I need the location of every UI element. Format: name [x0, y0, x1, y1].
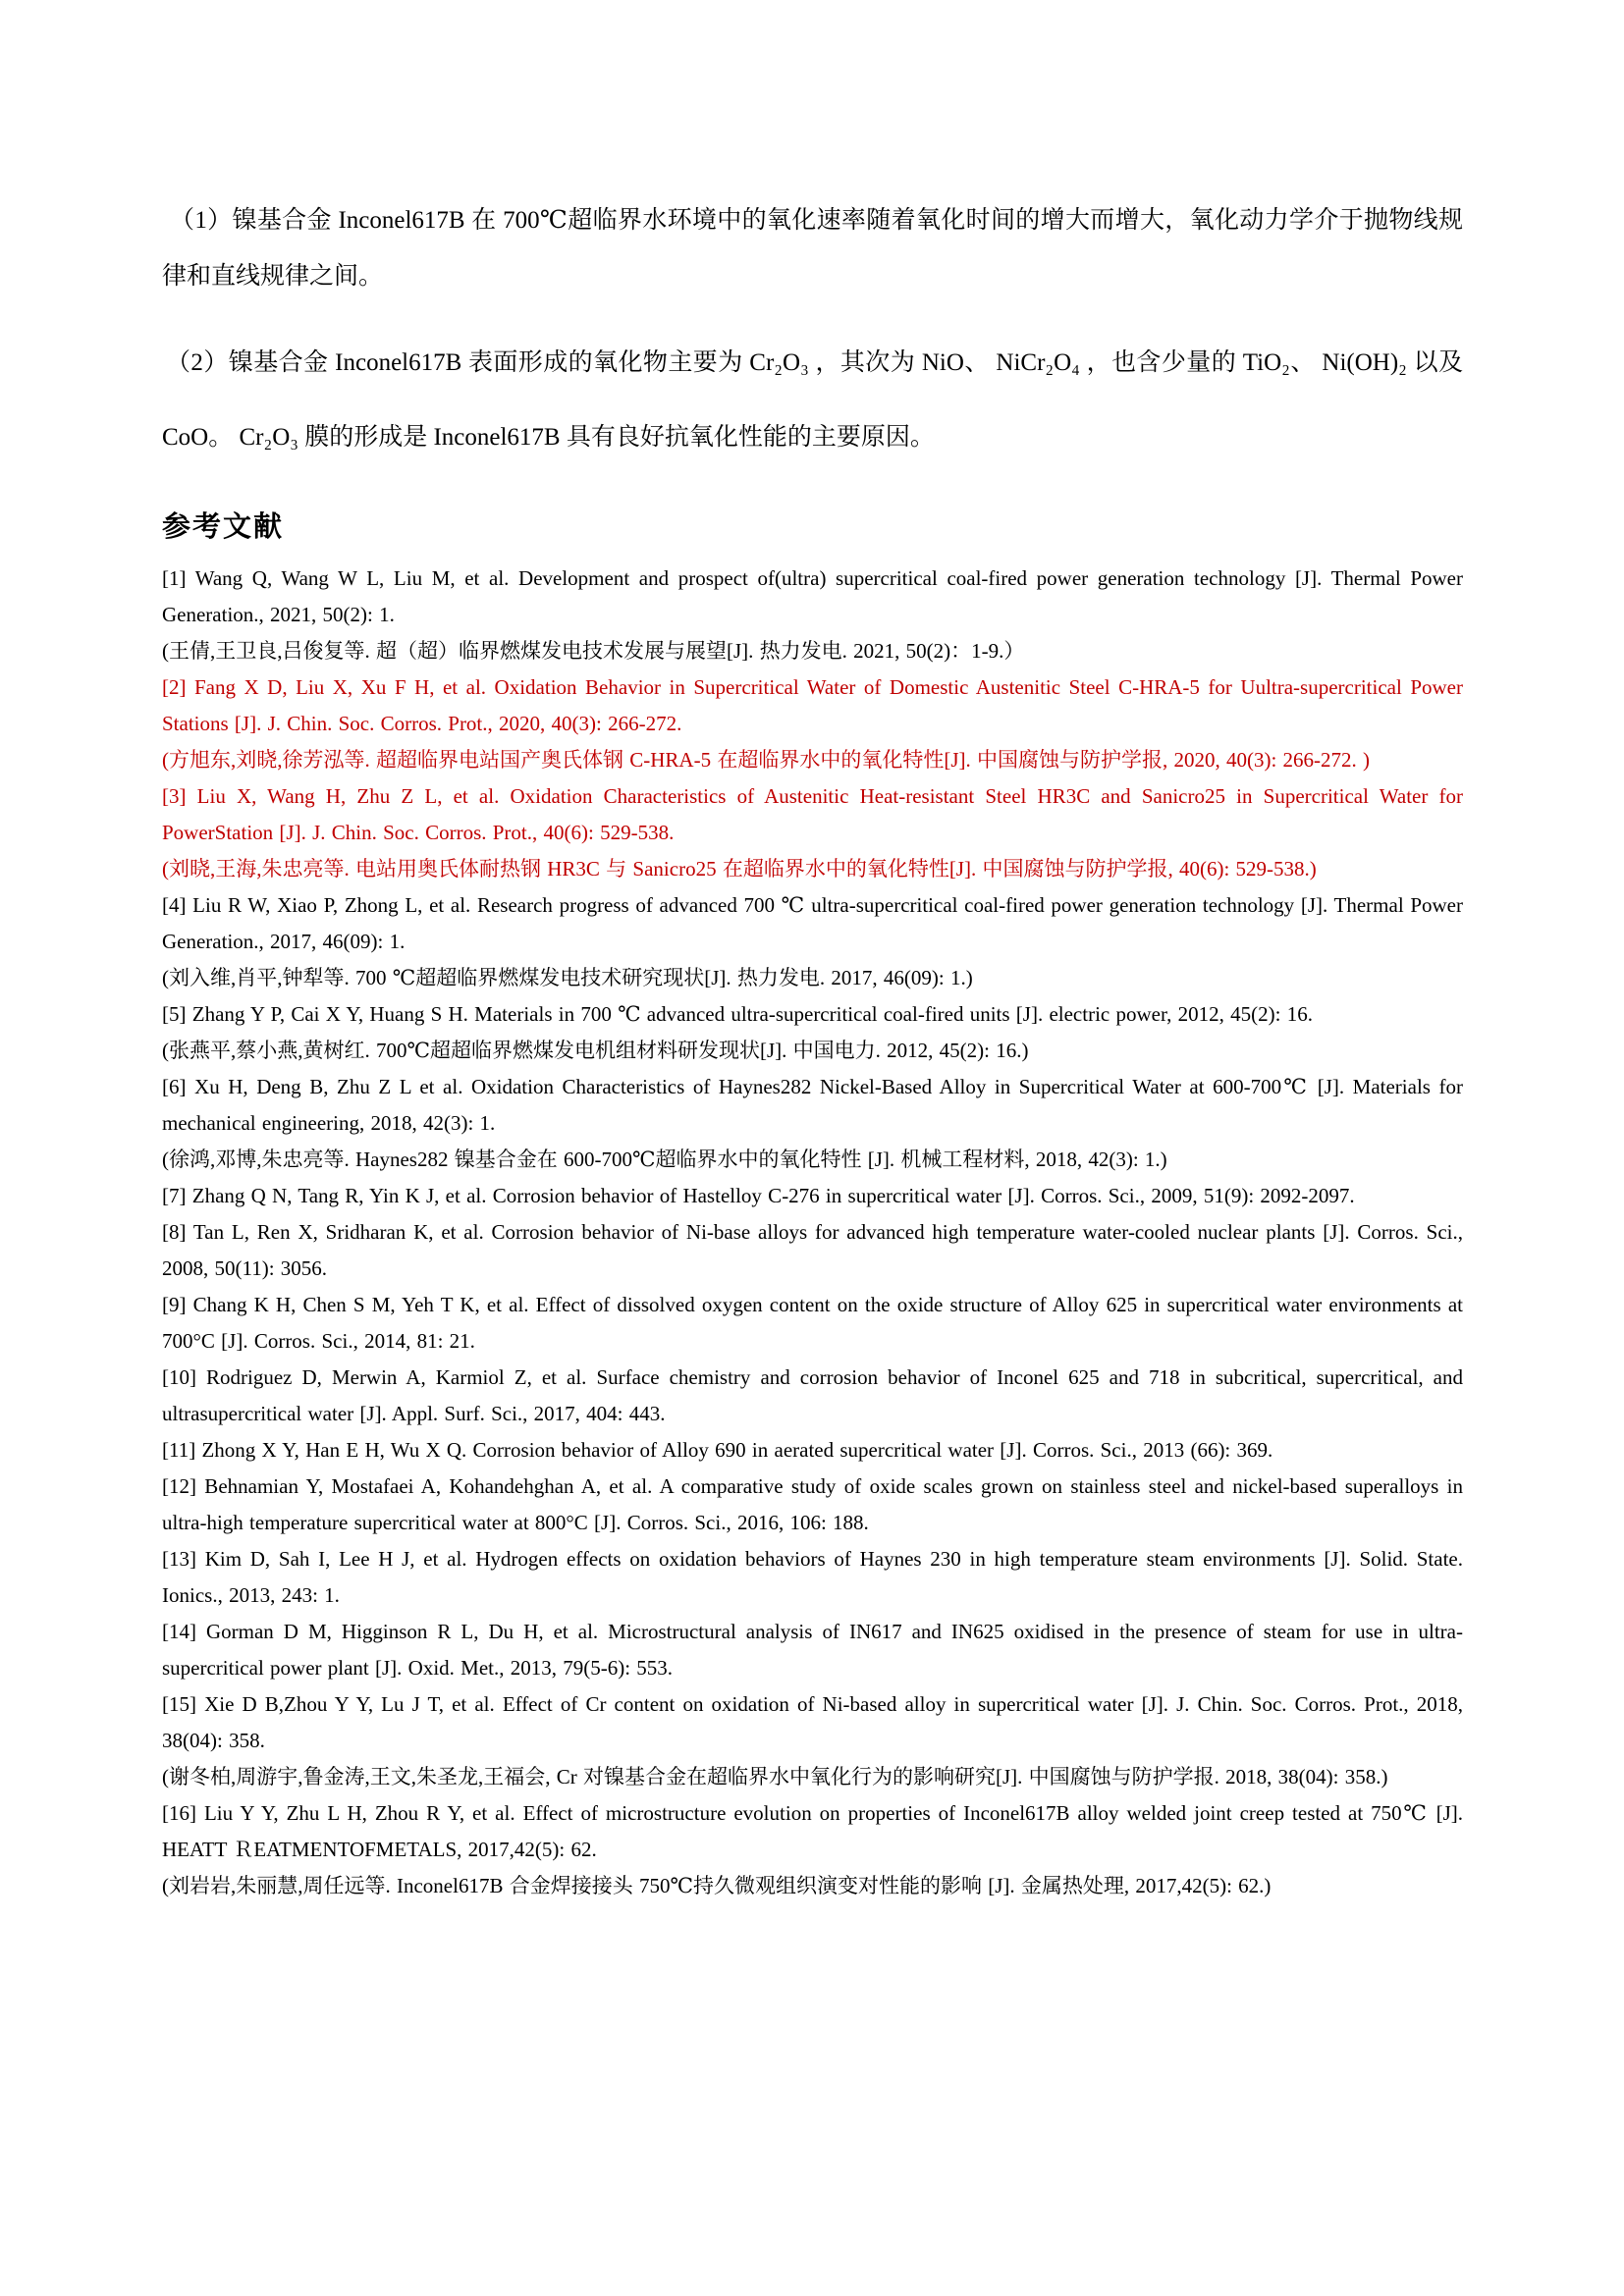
reference-en: [13] Kim D, Sah I, Lee H J, et al. Hydrogen effects on oxidation behaviors of Haynes 230 in high temperature steam environments [J]. Solid. State. Ionics., 2013, 243: 1.: [162, 1547, 1463, 1607]
reference-item: [162, 1287, 1463, 1360]
reference-en: [11] Zhong X Y, Han E H, Wu X Q. Corrosion behavior of Alloy 690 in aerated supercritical water [J]. Corros. Sci., 2013 (66): 369.: [162, 1438, 1273, 1462]
reference-item: [162, 1614, 1463, 1686]
reference-en: [12] Behnamian Y, Mostafaei A, Kohandehghan A, et al. A comparative study of oxide scales grown on stainless steel and nickel-based superalloys in ultra-high temperature supercritical water at 800°C [J]. Corros. Sci., 2016, 106: 188.: [162, 1474, 1463, 1534]
reference-item: [162, 778, 1463, 887]
reference-en: [1] Wang Q, Wang W L, Liu M, et al. Development and prospect of(ultra) supercritical coal-fired power generation technology [J]. Thermal Power Generation., 2021, 50(2): 1.: [162, 566, 1463, 626]
reference-item: [162, 561, 1463, 669]
reference-item: [162, 887, 1463, 996]
reference-en: [10] Rodriguez D, Merwin A, Karmiol Z, et al. Surface chemistry and corrosion behavior of Inconel 625 and 718 in subcritical, supercritical, and ultrasupercritical water [J]. Appl. Surf. Sci., 2017, 404: 443.: [162, 1365, 1463, 1425]
reference-en: [14] Gorman D M, Higginson R L, Du H, et al. Microstructural analysis of IN617 and IN625 oxidised in the presence of steam for use in ultra-supercritical power plant [J]. Oxid. Met., 2013, 79(5-6): 553.: [162, 1620, 1463, 1680]
reference-en: [3] Liu X, Wang H, Zhu Z L, et al. Oxidation Characteristics of Austenitic Heat-resistant Steel HR3C and Sanicro25 in Supercritical Water for PowerStation [J]. J. Chin. Soc. Corros. Prot., 40(6): 529-538.: [162, 784, 1463, 844]
reference-en: [9] Chang K H, Chen S M, Yeh T K, et al. Effect of dissolved oxygen content on the oxide structure of Alloy 625 in supercritical water environments at 700°C [J]. Corros. Sci., 2014, 81: 21.: [162, 1293, 1463, 1353]
reference-cn: (谢冬柏,周游宇,鲁金涛,王文,朱圣龙,王福会, Cr 对镍基合金在超临界水中氧化行为的影响研究[J]. 中国腐蚀与防护学报. 2018, 38(04): 358.): [162, 1765, 1388, 1789]
reference-item: [162, 669, 1463, 778]
reference-en: [15] Xie D B,Zhou Y Y, Lu J T, et al. Effect of Cr content on oxidation of Ni-based alloy in supercritical water [J]. J. Chin. Soc. Corros. Prot., 2018, 38(04): 358.: [162, 1692, 1463, 1752]
reference-item: [162, 1432, 1463, 1468]
references-list: [162, 561, 1463, 1904]
reference-cn: (刘晓,王海,朱忠亮等. 电站用奥氏体耐热钢 HR3C 与 Sanicro25 在超临界水中的氧化特性[J]. 中国腐蚀与防护学报, 40(6): 529-538.): [162, 857, 1317, 881]
reference-item: [162, 1178, 1463, 1214]
reference-cn: (方旭东,刘晓,徐芳泓等. 超超临界电站国产奥氏体钢 C-HRA-5 在超临界水中的氧化特性[J]. 中国腐蚀与防护学报, 2020, 40(3): 266-272. ): [162, 748, 1371, 772]
reference-cn: (王倩,王卫良,吕俊复等. 超（超）临界燃煤发电技术发展与展望[J]. 热力发电. 2021, 50(2)：1-9.）: [162, 639, 1025, 663]
reference-item: [162, 1686, 1463, 1795]
reference-cn: (刘入维,肖平,钟犁等. 700 ℃超超临界燃煤发电技术研究现状[J]. 热力发电. 2017, 46(09): 1.): [162, 966, 973, 989]
reference-cn: (徐鸿,邓博,朱忠亮等. Haynes282 镍基合金在 600-700℃超临界水中的氧化特性 [J]. 机械工程材料, 2018, 42(3): 1.): [162, 1148, 1167, 1171]
reference-item: [162, 996, 1463, 1069]
reference-en: [4] Liu R W, Xiao P, Zhong L, et al. Research progress of advanced 700 ℃ ultra-supercritical coal-fired power generation technology [J]. Thermal Power Generation., 2017, 46(09): 1.: [162, 893, 1463, 953]
reference-item: [162, 1541, 1463, 1614]
reference-en: [7] Zhang Q N, Tang R, Yin K J, et al. Corrosion behavior of Hastelloy C-276 in supercritical water [J]. Corros. Sci., 2009, 51(9): 2092-2097.: [162, 1184, 1355, 1207]
reference-cn: (张燕平,蔡小燕,黄树红. 700℃超超临界燃煤发电机组材料研发现状[J]. 中国电力. 2012, 45(2): 16.): [162, 1039, 1029, 1062]
conclusion-paragraph-1: （1）镍基合金 Inconel617B 在 700℃超临界水环境中的氧化速率随着氧化时间的增大而增大，氧化动力学介于抛物线规律和直线规律之间。: [162, 207, 1463, 290]
reference-en: [2] Fang X D, Liu X, Xu F H, et al. Oxidation Behavior in Supercritical Water of Domestic Austenitic Steel C-HRA-5 for Uultra-supercritical Power Stations [J]. J. Chin. Soc. Corros. Prot., 2020, 40(3): 266-272.: [162, 675, 1463, 735]
reference-en: [8] Tan L, Ren X, Sridharan K, et al. Corrosion behavior of Ni-base alloys for advanced high temperature water-cooled nuclear plants [J]. Corros. Sci., 2008, 50(11): 3056.: [162, 1220, 1463, 1280]
reference-item: [162, 1069, 1463, 1178]
references-heading: 参考文献: [162, 511, 285, 543]
reference-item: [162, 1214, 1463, 1287]
reference-en: [5] Zhang Y P, Cai X Y, Huang S H. Materials in 700 ℃ advanced ultra-supercritical coal-fired units [J]. electric power, 2012, 45(2): 16.: [162, 1002, 1313, 1026]
reference-en: [16] Liu Y Y, Zhu L H, Zhou R Y, et al. Effect of microstructure evolution on properties of Inconel617B alloy welded joint creep tested at 750℃ [J]. HEATT ＲEATMENTOFMETALS, 2017,42(5): 62.: [162, 1801, 1463, 1861]
reference-item: [162, 1360, 1463, 1432]
conclusion-paragraph-2: （2）镍基合金 Inconel617B 表面形成的氧化物主要为 Cr₂O₃ ，其次为 NiO、 NiCr₂O₄ ，也含少量的 TiO₂、 Ni(OH)₂ 以及 CoO。 Cr₂O₃ 膜的形成是 Inconel617B 具有良好抗氧化性能的主要原因。: [162, 349, 1463, 451]
reference-item: [162, 1468, 1463, 1541]
reference-en: [6] Xu H, Deng B, Zhu Z L et al. Oxidation Characteristics of Haynes282 Nickel-Based Alloy in Supercritical Water at 600-700℃ [J]. Materials for mechanical engineering, 2018, 42(3): 1.: [162, 1075, 1463, 1135]
reference-item: [162, 1795, 1463, 1904]
reference-cn: (刘岩岩,朱丽慧,周任远等. Inconel617B 合金焊接接头 750℃持久微观组织演变对性能的影响 [J]. 金属热处理, 2017,42(5): 62.): [162, 1874, 1272, 1897]
